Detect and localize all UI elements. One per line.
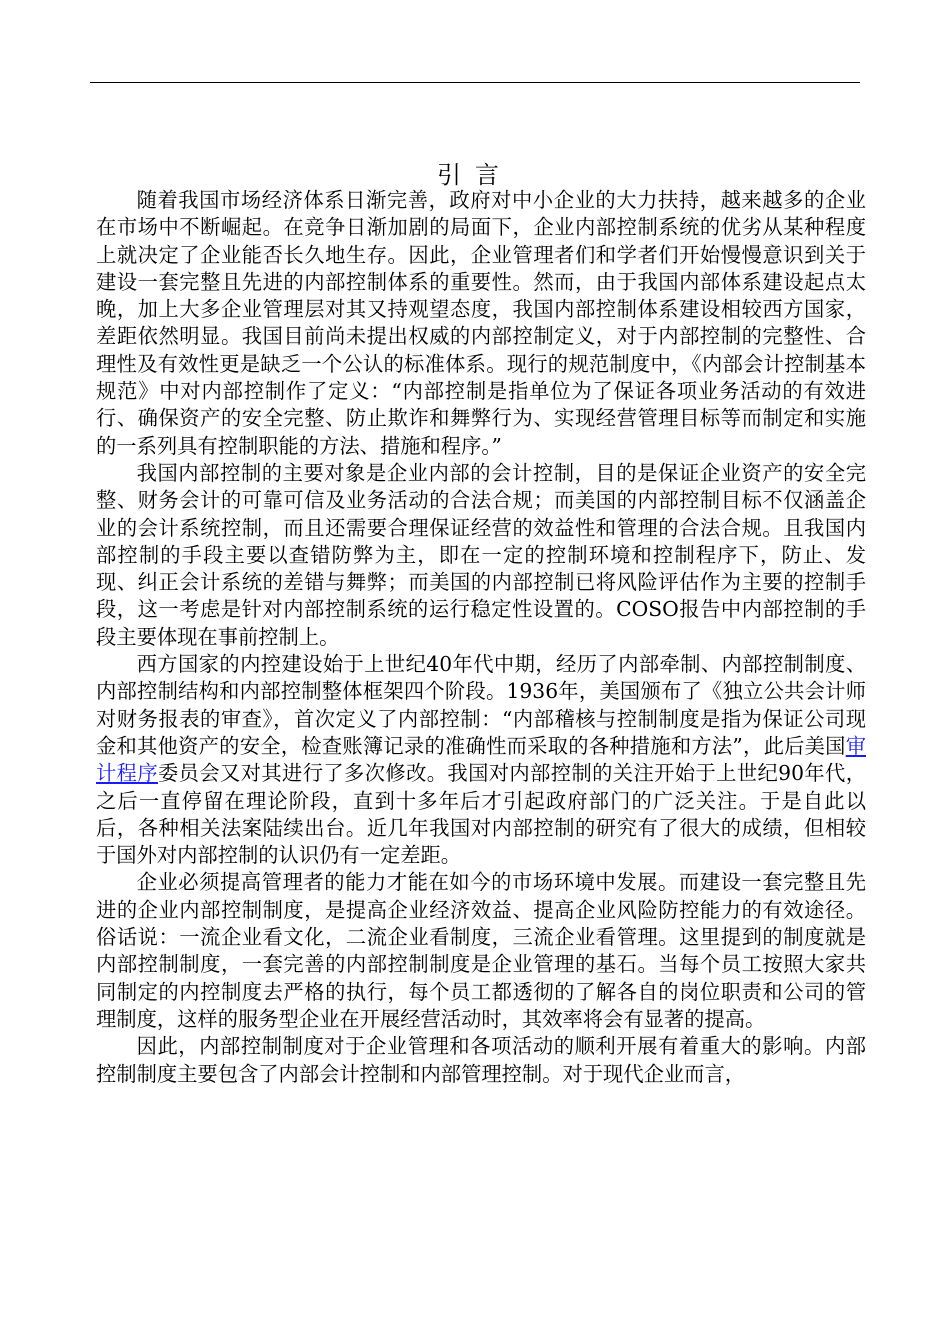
paragraph: 我国内部控制的主要对象是企业内部的会计控制，目的是保证企业资产的安全完整、财务会计的可靠可信及业务活动的合法合规；而美国的内部控制目标不仅涵盖企业的会计系统控制，而且还需要合理保证经营的效益性和管理的合法合规。且我国内部控制的手段主要以查错防弊为主，即在一定的控制环境和控制程序下，防止、发现、纠正会计系统的差错与舞弊；而美国的内部控制已将风险评估作为主要的控制手段，这一考虑是针对内部控制系统的运行稳定性设置的。COSO报告中内部控制的手段主要体现在事前控制上。 (96, 460, 866, 649)
paragraph: 随着我国市场经济体系日渐完善，政府对中小企业的大力扶持，越来越多的企业在市场中不断崛起。在竞争日渐加剧的局面下，企业内部控制系统的优劣从某种程度上就决定了企业能否长久地生存。因此，企业管理者们和学者们开始慢慢意识到关于建设一套完整且先进的内部控制体系的重要性。然而，由于我国内部体系建设起点太晚，加上大多企业管理层对其又持观望态度，我国内部控制体系建设相较西方国家，差距依然明显。我国目前尚未提出权威的内部控制定义，对于内部控制的完整性、合理性及有效性更是缺乏一个公认的标准体系。现行的规范制度中，《内部会计控制基本规范》中对内部控制作了定义：“内部控制是指单位为了保证各项业务活动的有效进行、确保资产的安全完整、防止欺诈和舞弊行为、实现经营管理目标等而制定和实施的一系列具有控制职能的方法、措施和程序。” (96, 188, 866, 458)
page-title: 引言 (437, 161, 513, 189)
paragraph-text: 西方国家的内控建设始于上世纪40年代中期，经历了内部牵制、内部控制制度、内部控制结构和内部控制整体框架四个阶段。1936年，美国颁布了《独立公共会计师对财务报表的审查》，首次定义了内部控制：“内部稽核与控制制度是指为保证公司现金和其他资产的安全，检查账簿记录的准确性而采取的各种措施和方法”，此后美国 (96, 652, 866, 758)
paragraph: 因此，内部控制制度对于企业管理和各项活动的顺利开展有着重大的影响。内部控制制度主要包含了内部会计控制和内部管理控制。对于现代企业而言， (96, 1034, 866, 1086)
body-text (96, 187, 866, 1088)
paragraph (96, 651, 866, 869)
paragraph: 企业必须提高管理者的能力才能在如今的市场环境中发展。而建设一套完整且先进的企业内部控制制度，是提高企业经济效益、提高企业风险防控能力的有效途径。俗话说：一流企业看文化，二流企业看制度，三流企业看管理。这里提到的制度就是内部控制制度，一套完善的内部控制制度是企业管理的基石。当每个员工按照大家共同制定的内控制度去严格的执行，每个员工都透彻的了解各自的岗位职责和公司的管理制度，这样的服务型企业在开展经营活动时，其效率将会有显著的提高。 (96, 870, 866, 1031)
paragraph-text: 委员会又对其进行了多次修改。我国对内部控制的关注开始于上世纪90年代，之后一直停留在理论阶段，直到十多年后才引起政府部门的广泛关注。于是自此以后，各种相关法案陆续出台。近几年我国对内部控制的研究有了很大的成绩，但相较于国外对内部控制的认识仍有一定差距。 (96, 761, 866, 868)
audit-procedure-link[interactable]: 审计程序 (96, 733, 866, 786)
header-rule (90, 82, 860, 83)
